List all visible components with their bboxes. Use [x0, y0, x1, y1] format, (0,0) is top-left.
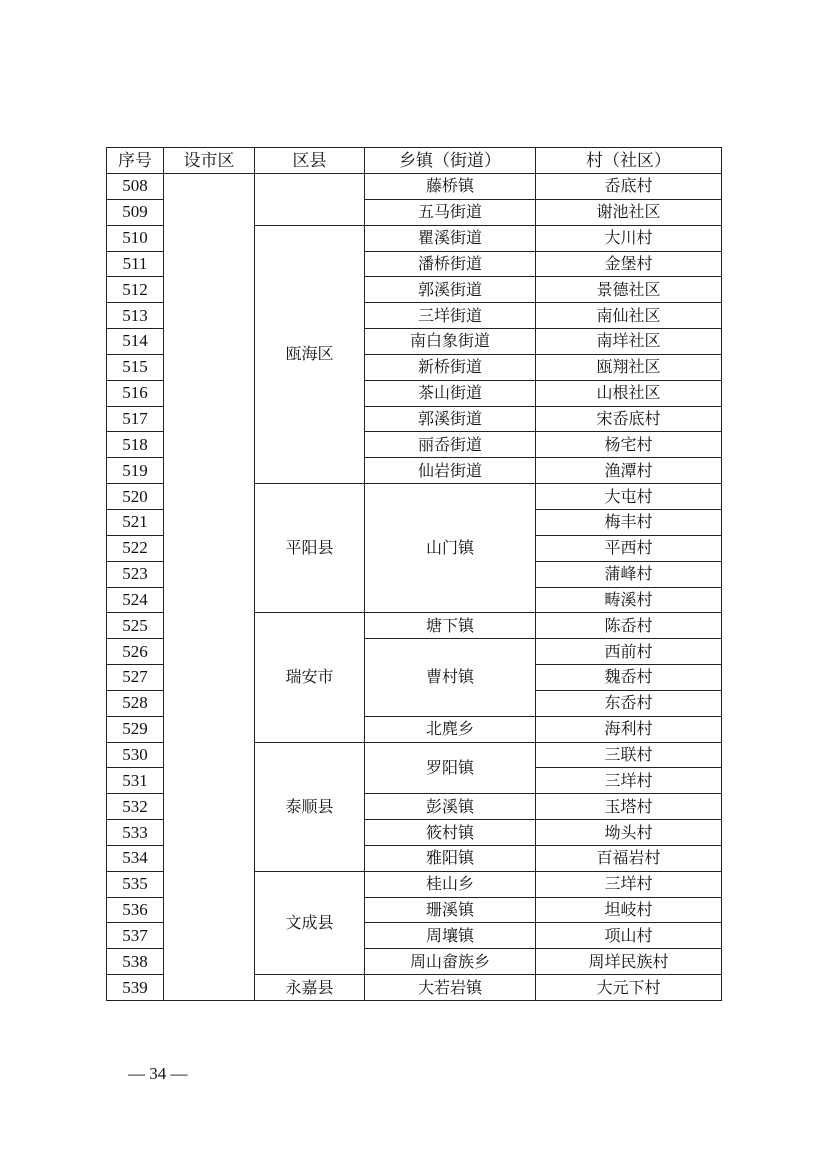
town-cell: 筱村镇	[365, 820, 536, 846]
town-cell: 南白象街道	[365, 329, 536, 355]
serial-cell: 519	[107, 458, 164, 484]
serial-cell: 514	[107, 329, 164, 355]
town-cell: 藤桥镇	[365, 174, 536, 200]
town-cell: 罗阳镇	[365, 742, 536, 794]
village-cell: 东岙村	[536, 690, 722, 716]
village-cell: 大屯村	[536, 484, 722, 510]
village-cell: 魏岙村	[536, 665, 722, 691]
serial-cell: 513	[107, 303, 164, 329]
village-cell: 百福岩村	[536, 845, 722, 871]
serial-cell: 535	[107, 871, 164, 897]
village-cell: 杨宅村	[536, 432, 722, 458]
town-cell: 三垟街道	[365, 303, 536, 329]
village-cell: 玉塔村	[536, 794, 722, 820]
town-cell: 山门镇	[365, 484, 536, 613]
header-serial: 序号	[107, 148, 164, 174]
county-cell: 瑞安市	[255, 613, 365, 742]
village-cell: 周垟民族村	[536, 949, 722, 975]
village-cell: 南仙社区	[536, 303, 722, 329]
village-cell: 岙底村	[536, 174, 722, 200]
village-cell: 项山村	[536, 923, 722, 949]
village-cell: 谢池社区	[536, 199, 722, 225]
village-cell: 三垟村	[536, 871, 722, 897]
serial-cell: 529	[107, 716, 164, 742]
header-village: 村（社区）	[536, 148, 722, 174]
serial-cell: 509	[107, 199, 164, 225]
serial-cell: 522	[107, 535, 164, 561]
header-town: 乡镇（街道）	[365, 148, 536, 174]
village-cell: 海利村	[536, 716, 722, 742]
page-number: — 34 —	[128, 1064, 188, 1083]
town-cell: 茶山街道	[365, 380, 536, 406]
table-row	[107, 174, 722, 200]
serial-cell: 531	[107, 768, 164, 794]
table-header-row	[107, 148, 722, 174]
serial-cell: 525	[107, 613, 164, 639]
town-cell: 塘下镇	[365, 613, 536, 639]
village-cell: 西前村	[536, 639, 722, 665]
serial-cell: 515	[107, 354, 164, 380]
county-cell: 瓯海区	[255, 225, 365, 483]
village-cell: 景德社区	[536, 277, 722, 303]
town-cell: 北麂乡	[365, 716, 536, 742]
village-cell: 畴溪村	[536, 587, 722, 613]
county-cell: 文成县	[255, 871, 365, 974]
village-cell: 山根社区	[536, 380, 722, 406]
town-cell: 曹村镇	[365, 639, 536, 717]
serial-cell: 518	[107, 432, 164, 458]
town-cell: 桂山乡	[365, 871, 536, 897]
town-cell: 大若岩镇	[365, 975, 536, 1001]
town-cell: 周山畲族乡	[365, 949, 536, 975]
city-cell	[164, 174, 255, 1001]
serial-cell: 523	[107, 561, 164, 587]
header-city: 设市区	[164, 148, 255, 174]
serial-cell: 527	[107, 665, 164, 691]
serial-cell: 520	[107, 484, 164, 510]
village-cell: 大元下村	[536, 975, 722, 1001]
serial-cell: 512	[107, 277, 164, 303]
village-cell: 三垟村	[536, 768, 722, 794]
village-cell: 瓯翔社区	[536, 354, 722, 380]
serial-cell: 524	[107, 587, 164, 613]
town-cell: 潘桥街道	[365, 251, 536, 277]
serial-cell: 536	[107, 897, 164, 923]
serial-cell: 530	[107, 742, 164, 768]
village-cell: 坦岐村	[536, 897, 722, 923]
serial-cell: 528	[107, 690, 164, 716]
village-cell: 金堡村	[536, 251, 722, 277]
serial-cell: 526	[107, 639, 164, 665]
town-cell: 五马街道	[365, 199, 536, 225]
serial-cell: 521	[107, 509, 164, 535]
serial-cell: 517	[107, 406, 164, 432]
serial-cell: 510	[107, 225, 164, 251]
village-cell: 坳头村	[536, 820, 722, 846]
serial-cell: 537	[107, 923, 164, 949]
town-cell: 新桥街道	[365, 354, 536, 380]
county-cell	[255, 174, 365, 226]
town-cell: 周壤镇	[365, 923, 536, 949]
town-cell: 雅阳镇	[365, 845, 536, 871]
serial-cell: 534	[107, 845, 164, 871]
serial-cell: 538	[107, 949, 164, 975]
village-cell: 陈岙村	[536, 613, 722, 639]
town-cell: 仙岩街道	[365, 458, 536, 484]
county-cell: 平阳县	[255, 484, 365, 613]
town-cell: 丽岙街道	[365, 432, 536, 458]
town-cell: 彭溪镇	[365, 794, 536, 820]
serial-cell: 516	[107, 380, 164, 406]
county-cell: 永嘉县	[255, 975, 365, 1001]
village-cell: 平西村	[536, 535, 722, 561]
serial-cell: 539	[107, 975, 164, 1001]
village-cell: 宋岙底村	[536, 406, 722, 432]
village-cell: 三联村	[536, 742, 722, 768]
town-cell: 郭溪街道	[365, 406, 536, 432]
header-county: 区县	[255, 148, 365, 174]
serial-cell: 511	[107, 251, 164, 277]
village-cell: 大川村	[536, 225, 722, 251]
town-cell: 珊溪镇	[365, 897, 536, 923]
village-table	[106, 147, 722, 1001]
town-cell: 郭溪街道	[365, 277, 536, 303]
serial-cell: 533	[107, 820, 164, 846]
serial-cell: 508	[107, 174, 164, 200]
village-cell: 蒲峰村	[536, 561, 722, 587]
town-cell: 瞿溪街道	[365, 225, 536, 251]
village-cell: 南垟社区	[536, 329, 722, 355]
county-cell: 泰顺县	[255, 742, 365, 871]
village-cell: 渔潭村	[536, 458, 722, 484]
village-cell: 梅丰村	[536, 509, 722, 535]
serial-cell: 532	[107, 794, 164, 820]
